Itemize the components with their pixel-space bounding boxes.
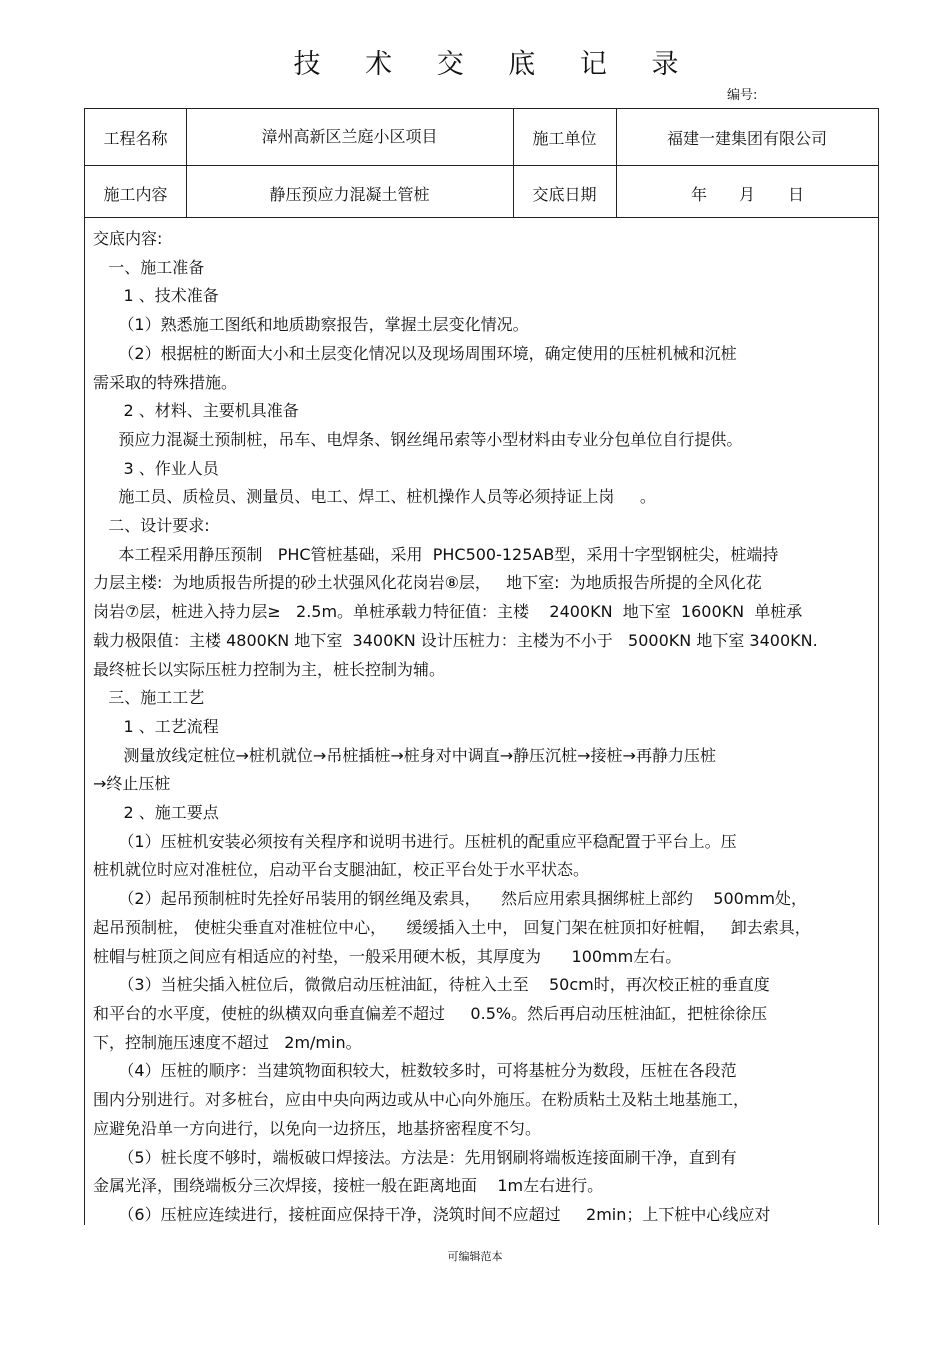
content-line: 2 、材料、主要机具准备 xyxy=(93,401,299,421)
content-line: 力层主楼: 为地质报告所提的砂土状强风化花岗岩⑧层， 地下室: 为地质报告所提的全风化花 xyxy=(93,573,762,593)
content-line: 和平台的水平度，使桩的纵横双向垂直偏差不超过 0.5%。然后再启动压桩油缸，把桩徐徐压 xyxy=(93,1003,768,1023)
content-line: 最终桩长以实际压桩力控制为主，桩长控制为辅。 xyxy=(93,659,446,679)
column-divider xyxy=(616,109,617,217)
content-line: （4）压桩的顺序：当建筑物面积较大，桩数较多时，可将基桩分为数段，压桩在各段范 xyxy=(93,1061,737,1081)
date-year: 年 xyxy=(691,185,708,204)
content-line: 交底内容: xyxy=(93,229,163,248)
date-month: 月 xyxy=(739,185,756,204)
doc-number-label: 编号: xyxy=(727,88,758,103)
content-line: 下，控制施压速度不超过 2m/min。 xyxy=(93,1032,362,1052)
date-label: 交底日期 xyxy=(532,185,597,204)
content-line: （3）当桩尖插入桩位后，微微启动压桩油缸，待桩入土至 50cm时，再次校正桩的垂直度 xyxy=(93,975,770,995)
content-line: 应避免沿单一方向进行，以免向一边挤压，地基挤密程度不匀。 xyxy=(93,1118,542,1138)
disclosure-content xyxy=(93,225,883,1230)
content-line: 施工员、质检员、测量员、电工、焊工、桩机操作人员等必须持证上岗 。 xyxy=(93,487,656,507)
project-name-label: 工程名称 xyxy=(103,129,168,148)
content-line: 金属光泽，围绕端板分三次焊接，接桩一般在距离地面 1m左右进行。 xyxy=(93,1176,604,1196)
footer-note: 可编辑范本 xyxy=(447,1250,503,1263)
content-line: 测量放线定桩位→桩机就位→吊桩插桩→桩身对中调直→静压沉桩→接桩→再静力压桩 xyxy=(93,745,716,765)
content-line: 桩帽与桩顶之间应有相适应的衬垫，一般采用硬木板，其厚度为 100mm左右。 xyxy=(93,946,682,966)
content-line: （5）桩长度不够时，端板破口焊接法。方法是：先用钢刷将端板连接面刷干净，直到有 xyxy=(93,1147,737,1167)
content-line: 岗岩⑦层，桩进入持力层≥ 2.5m。单桩承载力特征值：主楼 2400KN 地下室 1600KN 单桩承 xyxy=(93,602,803,622)
contractor-label: 施工单位 xyxy=(532,129,597,148)
content-line: 桩机就位时应对准桩位，启动平台支腿油缸，校正平台处于水平状态。 xyxy=(93,860,590,880)
project-name-value: 漳州高新区兰庭小区项目 xyxy=(261,127,438,146)
page-title: 技 术 交 底 记 录 xyxy=(293,49,697,80)
content-line: 预应力混凝土预制桩，吊车、电焊条、钢丝绳吊索等小型材料由专业分包单位自行提供。 xyxy=(93,429,743,449)
date-day: 日 xyxy=(788,185,805,204)
contractor-value: 福建一建集团有限公司 xyxy=(666,129,827,148)
content-line: 一、施工准备 xyxy=(93,257,205,277)
content-line: （6）压桩应连续进行，接桩面应保持干净，浇筑时间不应超过 2min；上下桩中心线应对 xyxy=(93,1204,771,1224)
content-line: 2 、施工要点 xyxy=(93,803,219,823)
content-line: 三、施工工艺 xyxy=(93,688,205,708)
content-line: 载力极限值：主楼 4800KN 地下室 3400KN 设计压桩力：主楼为不小于 5000KN 地下室 3400KN. xyxy=(93,630,818,650)
row-divider xyxy=(85,217,878,218)
content-line: 1 、技术准备 xyxy=(93,286,219,306)
content-line: （1）熟悉施工图纸和地质勘察报告，掌握土层变化情况。 xyxy=(93,315,529,335)
row-divider xyxy=(85,165,878,166)
content-line: （1）压桩机安装必须按有关程序和说明书进行。压桩机的配重应平稳配置于平台上。压 xyxy=(93,831,737,851)
work-content-label: 施工内容 xyxy=(103,185,168,204)
content-line: 二、设计要求: xyxy=(93,516,210,536)
content-line: （2）根据桩的断面大小和土层变化情况以及现场周围环境，确定使用的压桩机械和沉桩 xyxy=(93,343,737,363)
content-line: 起吊预制桩， 使桩尖垂直对准桩位中心， 缓缓插入土中， 回复门架在桩顶扣好桩帽， 卸去索具， xyxy=(93,917,811,937)
content-line: →终止压桩 xyxy=(93,774,171,794)
work-content-value: 静压预应力混凝土管桩 xyxy=(269,185,430,204)
content-line: 需采取的特殊措施。 xyxy=(93,372,238,392)
content-line: 本工程采用静压预制 PHC管桩基础，采用 PHC500-125AB型，采用十字型钢桩尖，桩端持 xyxy=(93,544,779,564)
content-line: （2）起吊预制桩时先拴好吊装用的钢丝绳及索具， 然后应用索具捆绑桩上部约 500mm处， xyxy=(93,889,808,909)
content-line: 1 、工艺流程 xyxy=(93,716,219,736)
content-line: 3 、作业人员 xyxy=(93,458,219,478)
content-line: 围内分别进行。对多桩台，应由中央向两边或从中心向外施压。在粉质粘土及粘土地基施工， xyxy=(93,1090,750,1110)
record-form xyxy=(84,108,879,1225)
